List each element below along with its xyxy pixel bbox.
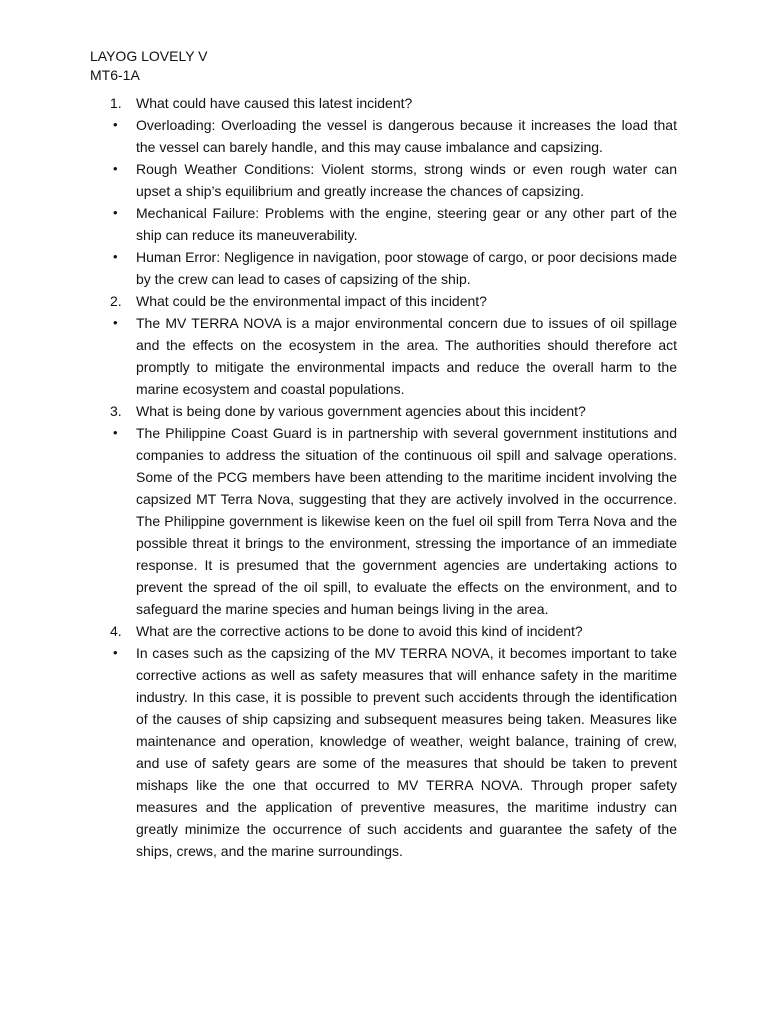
bullet-text: Human Error: Negligence in navigation, poor stowage of cargo, or poor decisions made by the crew can lead to cases of capsizing of the ship. (136, 249, 677, 287)
bullet-item (110, 642, 677, 862)
list-number: 4. (110, 623, 122, 639)
bullet-item (110, 202, 677, 246)
bullet-icon: • (113, 645, 118, 660)
bullet-text: The Philippine Coast Guard is in partnership with several government institutions and companies to address the situation of the continuous oil spill and salvage operations. Some of the PCG members have been attending to the maritime incident involving the capsized MT Terra Nova, suggesting that they are actively involved in the occurrence. The Philippine government is likewise keen on the fuel oil spill from Terra Nova and the possible threat it brings to the environment, stressing the importance of an immediate response. It is presumed that the government agencies are undertaking actions to prevent the spread of the oil spill, to evaluate the effects on the environment, and to safeguard the marine species and human beings living in the area. (136, 425, 677, 617)
list-number: 2. (110, 293, 122, 309)
question-text: What could have caused this latest incident? (136, 95, 413, 111)
question-text: What is being done by various government agencies about this incident? (136, 403, 586, 419)
bullet-item (110, 158, 677, 202)
student-section: MT6-1A (90, 67, 140, 83)
bullet-item (110, 246, 677, 290)
question-item (110, 400, 677, 422)
bullet-icon: • (113, 315, 118, 330)
document-body (110, 92, 677, 862)
bullet-text: In cases such as the capsizing of the MV TERRA NOVA, it becomes important to take corrective actions as well as safety measures that will enhance safety in the maritime industry. In this case, it is possible to prevent such accidents through the identification of the causes of ship capsizing and subsequent measures being taken. Measures like maintenance and operation, knowledge of weather, weight balance, training of crew, and use of safety gears are some of the measures that should be taken to prevent mishaps like the one that occurred to MV TERRA NOVA. Through proper safety measures and the application of preventive measures, the maritime industry can greatly minimize the occurrence of such accidents and guarantee the safety of the ships, crews, and the marine surroundings. (136, 645, 677, 859)
question-item (110, 620, 677, 642)
question-item (110, 290, 677, 312)
document-header (90, 47, 208, 85)
student-name: LAYOG LOVELY V (90, 48, 208, 64)
bullet-icon: • (113, 205, 118, 220)
list-number: 3. (110, 403, 122, 419)
bullet-icon: • (113, 425, 118, 440)
bullet-item (110, 422, 677, 620)
bullet-text: The MV TERRA NOVA is a major environmental concern due to issues of oil spillage and the effects on the ecosystem in the area. The authorities should therefore act promptly to mitigate the environmental impacts and reduce the overall harm to the marine ecosystem and coastal populations. (136, 315, 677, 397)
bullet-text: Rough Weather Conditions: Violent storms, strong winds or even rough water can upset a ship’s equilibrium and greatly increase the chances of capsizing. (136, 161, 677, 199)
bullet-text: Overloading: Overloading the vessel is dangerous because it increases the load that the vessel can barely handle, and this may cause imbalance and capsizing. (136, 117, 677, 155)
question-text: What are the corrective actions to be done to avoid this kind of incident? (136, 623, 583, 639)
bullet-item (110, 114, 677, 158)
bullet-icon: • (113, 161, 118, 176)
bullet-item (110, 312, 677, 400)
bullet-text: Mechanical Failure: Problems with the engine, steering gear or any other part of the ship can reduce its maneuverability. (136, 205, 677, 243)
question-item (110, 92, 677, 114)
bullet-icon: • (113, 249, 118, 264)
list-number: 1. (110, 95, 122, 111)
question-text: What could be the environmental impact of this incident? (136, 293, 487, 309)
bullet-icon: • (113, 117, 118, 132)
